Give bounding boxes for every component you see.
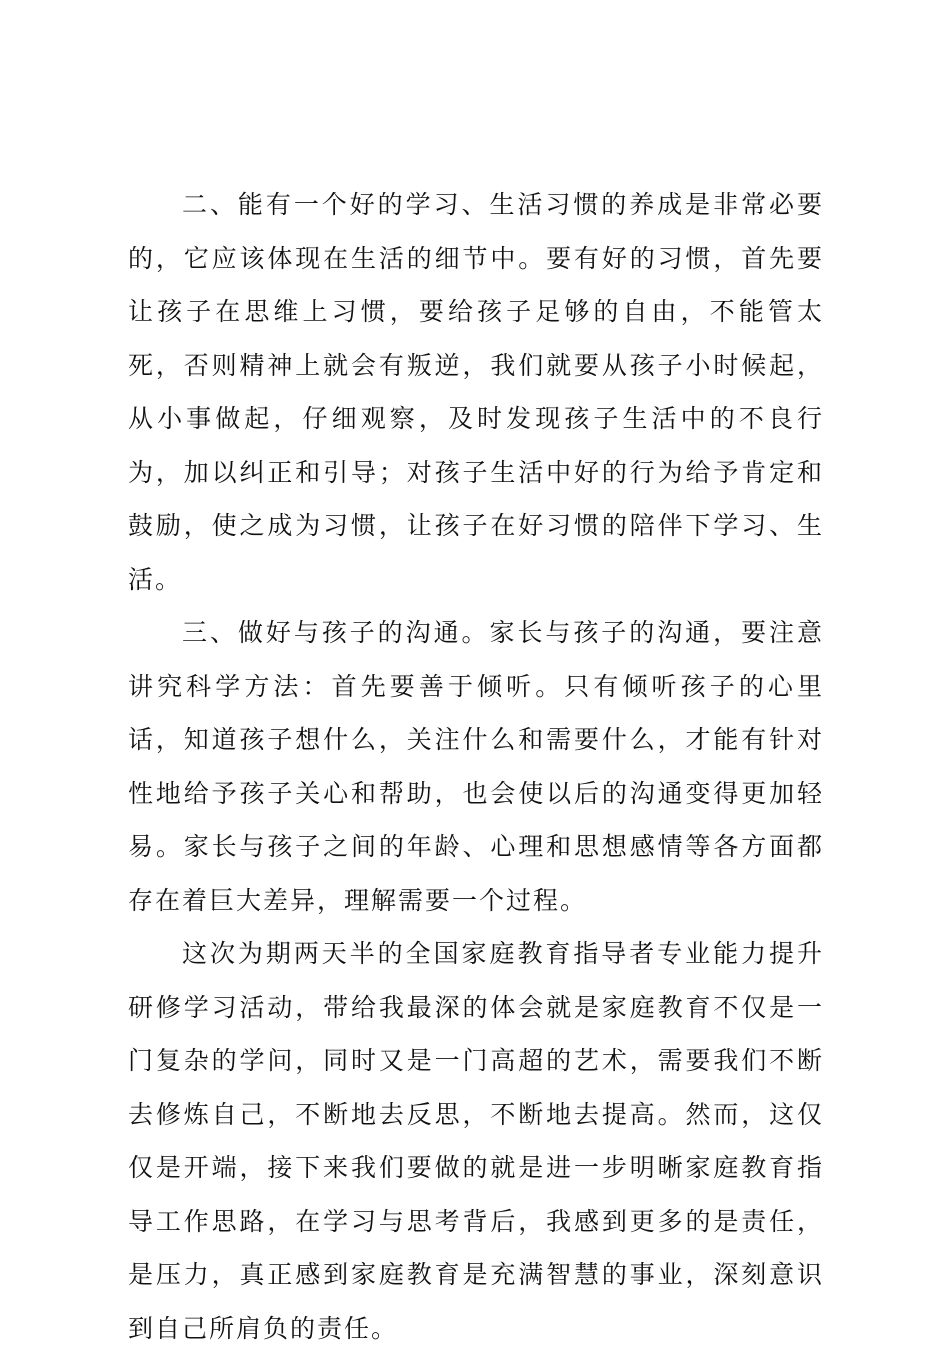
document-body bbox=[128, 178, 824, 1355]
paragraph-reflection: 这次为期两天半的全国家庭教育指导者专业能力提升研修学习活动，带给我最深的体会就是家庭教育不仅是一门复杂的学问，同时又是一门高超的艺术，需要我们不断去修炼自己，不断地去反思，不断地去提高。然而，这仅仅是开端，接下来我们要做的就是进一步明晰家庭教育指导工作思路，在学习与思考背后，我感到更多的是责任，是压力，真正感到家庭教育是充满智慧的事业，深刻意识到自己所肩负的责任。 bbox=[128, 939, 824, 1343]
paragraph-communication: 三、做好与孩子的沟通。家长与孩子的沟通，要注意讲究科学方法：首先要善于倾听。只有倾听孩子的心里话，知道孩子想什么，关注什么和需要什么，才能有针对性地给予孩子关心和帮助，也会使以后的沟通变得更加轻易。家长与孩子之间的年龄、心理和思想感情等各方面都存在着巨大差异，理解需要一个过程。 bbox=[128, 618, 824, 915]
paragraph-habits: 二、能有一个好的学习、生活习惯的养成是非常必要的，它应该体现在生活的细节中。要有好的习惯，首先要让孩子在思维上习惯，要给孩子足够的自由，不能管太死，否则精神上就会有叛逆，我们就要从孩子小时候起，从小事做起，仔细观察，及时发现孩子生活中的不良行为，加以纠正和引导；对孩子生活中好的行为给予肯定和鼓励，使之成为习惯，让孩子在好习惯的陪伴下学习、生活。 bbox=[128, 190, 824, 594]
